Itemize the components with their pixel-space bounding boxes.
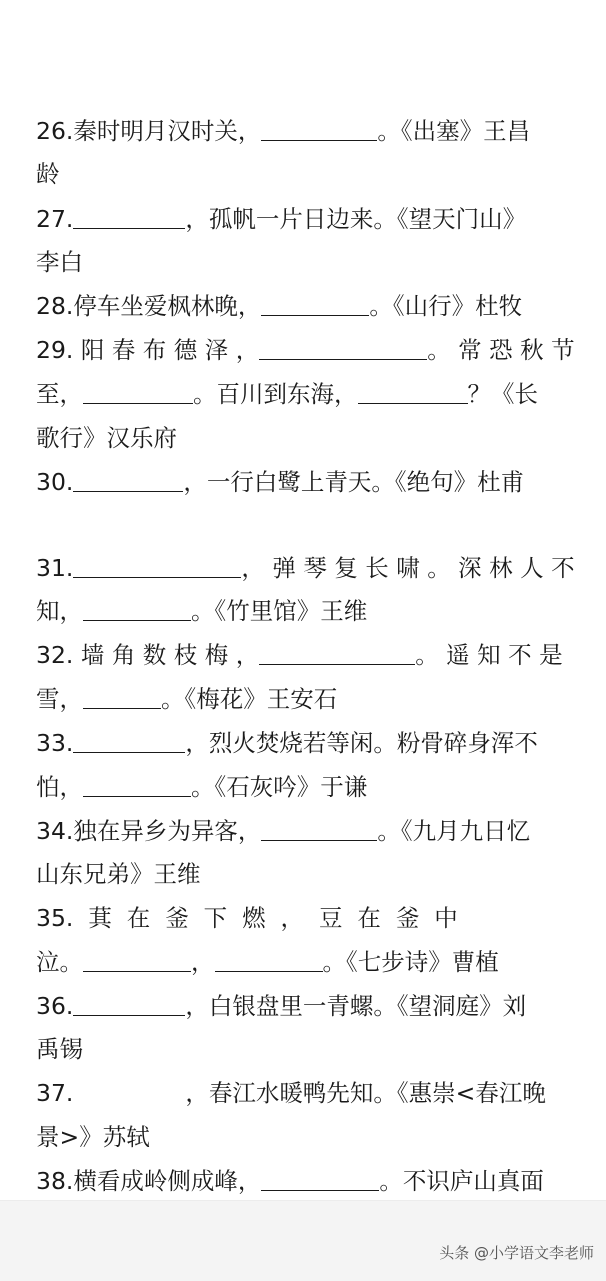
text-line: 33. ，烈火焚烧若等闲。粉骨碎身浑不 xyxy=(36,729,538,757)
text-line: 李白 xyxy=(36,248,83,276)
text-line: 29. 阳 春 布 德 泽 ， 。 常 恐 秋 节 xyxy=(36,336,575,364)
text-line: 28.停车坐爱枫林晚， 。《山行》杜牧 xyxy=(36,292,523,320)
fill-blank xyxy=(83,598,191,621)
text-line: 38.横看成岭侧成峰， 。不识庐山真面 xyxy=(36,1167,544,1195)
text-line: 27. ，孤帆一片日边来。《望天门山》 xyxy=(36,205,527,233)
text-line: 景>》苏轼 xyxy=(36,1123,150,1151)
fill-blank xyxy=(83,949,191,972)
watermark: 头条 @小学语文李老师 xyxy=(439,1244,594,1262)
text-line: 禹锡 xyxy=(36,1035,83,1063)
text-line: 泣。 ， 。《七步诗》曹植 xyxy=(36,948,499,976)
text-line: 37. ，春江水暖鸭先知。《惠崇<春江晚 xyxy=(36,1079,546,1107)
text-line: 36. ，白银盘里一青螺。《望洞庭》刘 xyxy=(36,992,527,1020)
text-line: 至， 。百川到东海， ？《长 xyxy=(36,380,538,408)
fill-blank xyxy=(261,118,377,141)
footer-bar xyxy=(0,1200,606,1281)
text-line: 30. ，一行白鹭上青天。《绝句》杜甫 xyxy=(36,468,525,496)
fill-blank xyxy=(261,818,377,841)
text-line: 龄 xyxy=(36,160,60,188)
document-content xyxy=(0,118,606,1200)
fill-blank xyxy=(261,1168,379,1191)
fill-blank xyxy=(83,774,191,797)
fill-blank xyxy=(259,642,415,665)
fill-blank xyxy=(358,381,468,404)
text-line: 歌行》汉乐府 xyxy=(36,424,177,452)
fill-blank xyxy=(73,730,185,753)
text-line: 26.秦时明月汉时关， 。《出塞》王昌 xyxy=(36,118,531,145)
fill-blank xyxy=(73,1079,185,1101)
fill-blank xyxy=(73,206,185,229)
fill-blank xyxy=(73,555,241,578)
text-line: 34.独在异乡为异客， 。《九月九日忆 xyxy=(36,817,531,845)
text-line: 知， 。《竹里馆》王维 xyxy=(36,597,368,625)
text-line: 山东兄弟》王维 xyxy=(36,860,201,888)
text-line: 31. ， 弹 琴 复 长 啸 。 深 林 人 不 xyxy=(36,554,575,582)
text-line: 怕， 。《石灰吟》于谦 xyxy=(36,773,368,801)
text-line: 32. 墙 角 数 枝 梅 ， 。 遥 知 不 是 xyxy=(36,641,563,669)
text-line: 35. 萁 在 釜 下 燃 ， 豆 在 釜 中 xyxy=(36,904,458,932)
fill-blank xyxy=(215,949,323,972)
fill-blank xyxy=(73,993,185,1016)
fill-blank xyxy=(261,293,369,316)
text-line: 雪， 。《梅花》王安石 xyxy=(36,685,338,713)
fill-blank xyxy=(83,381,193,404)
fill-blank xyxy=(259,337,427,360)
fill-blank xyxy=(73,469,183,492)
top-blank-area xyxy=(0,0,606,118)
fill-blank xyxy=(83,686,161,709)
